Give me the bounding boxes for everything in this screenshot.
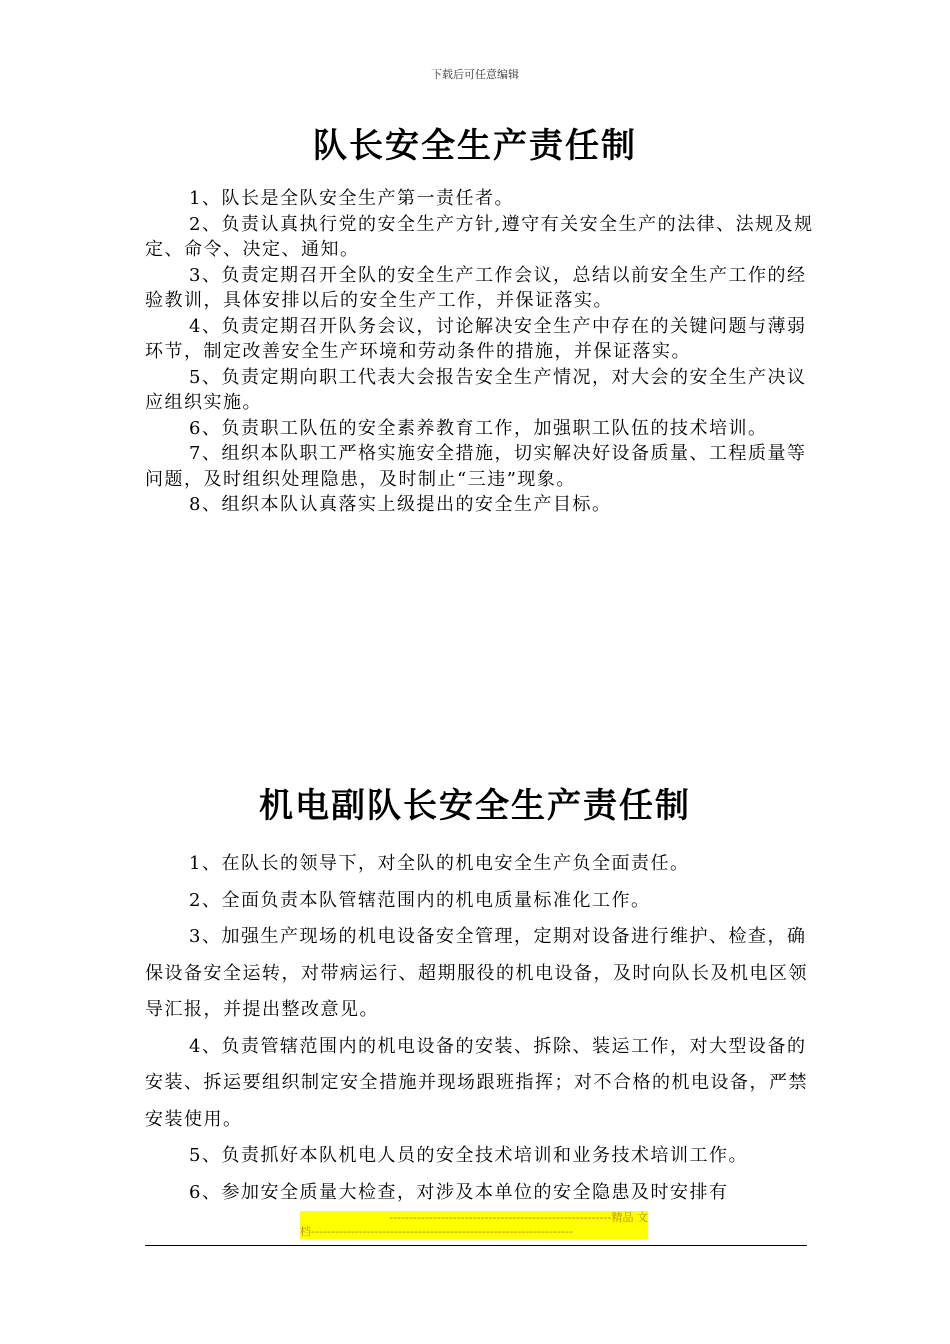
duty-item: 6、参加安全质量大检查，对涉及本单位的安全隐患及时安排有 <box>189 1181 729 1203</box>
duty-item: 4、负责定期召开队务会议，讨论解决安全生产中存在的关键问题与薄弱环节，制定改善安全生产环境和劳动条件的措施，并保证落实。 <box>145 315 807 362</box>
section-title-captain: 队长安全生产责任制 <box>313 126 637 166</box>
duty-item: 1、队长是全队安全生产第一责任者。 <box>189 188 514 209</box>
duty-item: 4、负责管辖范围内的机电设备的安装、拆除、装运工作，对大型设备的安装、拆运要组织制定安全措施并现场跟班指挥；对不合格的机电设备，严禁安装使用。 <box>145 1035 808 1130</box>
section-title-electromech-deputy: 机电副队长安全生产责任制 <box>259 786 691 826</box>
footer-banner-line: --------------------------------------------------------精品 文 <box>389 1211 648 1224</box>
duty-item: 5、负责抓好本队机电人员的安全技术培训和业务技术培训工作。 <box>189 1145 748 1166</box>
duty-item: 3、负责定期召开全队的安全生产工作会议，总结以前安全生产工作的经验教训，具体安排以后的安全生产工作，并保证落实。 <box>145 264 807 311</box>
footer-divider <box>145 1245 807 1246</box>
duty-item: 2、全面负责本队管辖范围内的机电质量标准化工作。 <box>189 889 651 911</box>
duty-item: 5、负责定期向职工代表大会报告安全生产情况，对大会的安全生产决议应组织实施。 <box>145 366 807 413</box>
duty-item: 7、组织本队职工严格实施安全措施，切实解决好设备质量、工程质量等问题，及时组织处理隐患，及时制止“三违”现象。 <box>145 443 807 490</box>
duty-item: 1、在队长的领导下，对全队的机电安全生产负全面责任。 <box>189 853 690 874</box>
header-note: 下载后可任意编辑 <box>431 68 519 81</box>
section-captain-duties <box>145 186 815 518</box>
duty-item: 2、负责认真执行党的安全生产方针,遵守有关安全生产的法律、法规及规定、命令、决定、通知。 <box>145 213 814 260</box>
footer-banner <box>300 1211 648 1239</box>
duty-item: 3、加强生产现场的机电设备安全管理，定期对设备进行维护、检查，确保设备安全运转，对带病运行、超期服役的机电设备，及时向队长及机电区领导汇报，并提出整改意见。 <box>145 926 808 1020</box>
duty-item: 6、负责职工队伍的安全素养教育工作，加强职工队伍的技术培训。 <box>189 417 768 439</box>
section-electromech-deputy-duties <box>145 846 815 1211</box>
duty-item: 8、组织本队认真落实上级提出的安全生产目标。 <box>189 494 612 515</box>
footer-banner-line: 档------------------------------------------------------------------ <box>300 1225 573 1238</box>
